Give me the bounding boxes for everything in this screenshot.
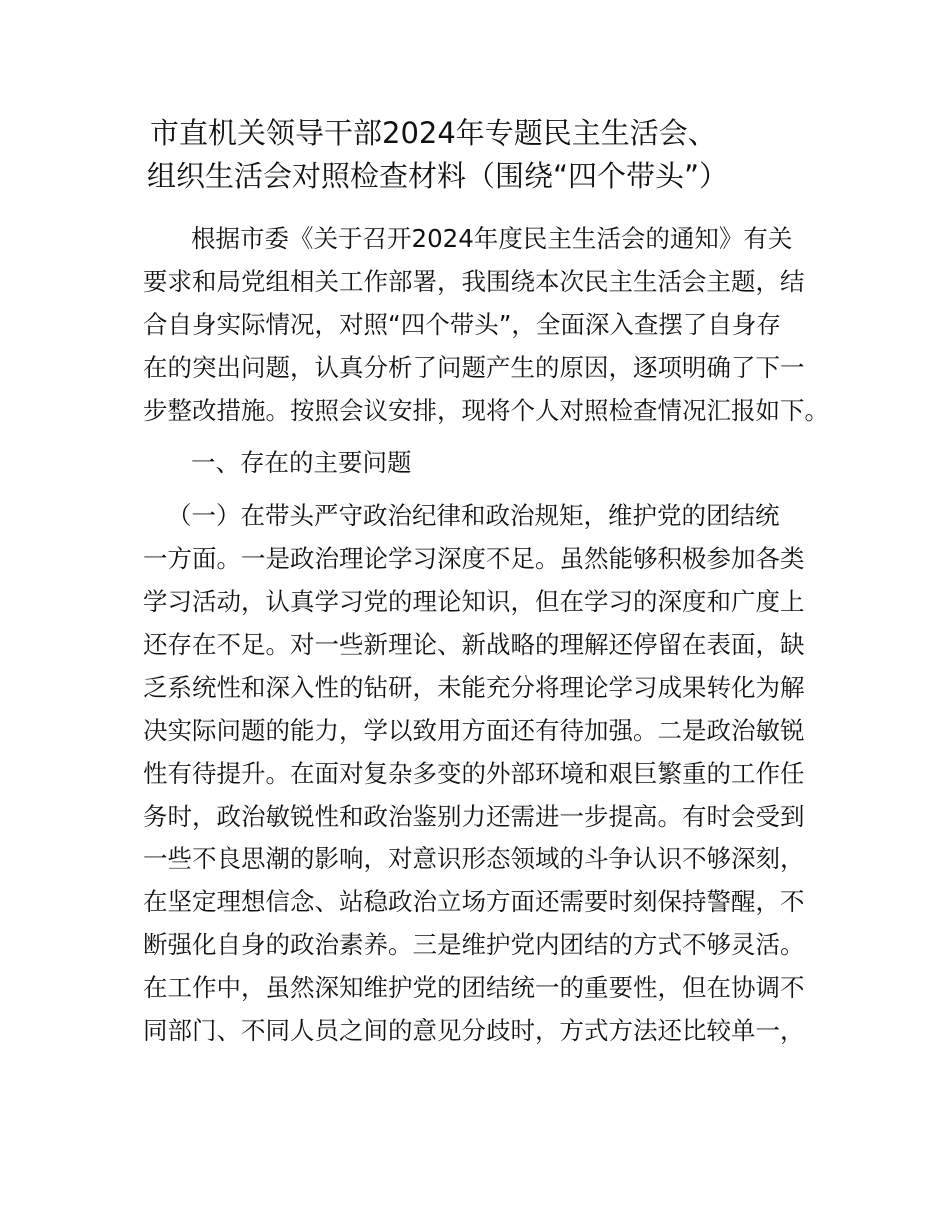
intro-paragraph (143, 218, 829, 432)
document-body (143, 218, 829, 1053)
paragraph-line: 要求和局党组相关工作部署，我围绕本次民主生活会主题，结 (143, 266, 805, 296)
paragraph-line: 性有待提升。在面对复杂多变的外部环境和艰巨繁重的工作任 (143, 758, 805, 788)
title-line: 市直机关领导干部2024年专题民主生活会、 (150, 116, 717, 150)
paragraph-line: 乏系统性和深入性的钻研，未能充分将理论学习成果转化为解 (143, 672, 805, 702)
paragraph-line: 学习活动，认真学习党的理论知识，但在学习的深度和广度上 (143, 587, 805, 617)
section-heading: 一、存在的主要问题 (191, 448, 412, 478)
document-title (147, 112, 729, 198)
paragraph-line: 断强化自身的政治素养。三是维护党内团结的方式不够灵活。 (143, 930, 805, 960)
paragraph-line: 根据市委《关于召开2024年度民主生活会的通知》有关 (191, 224, 793, 253)
paragraph-line: 还存在不足。对一些新理论、新战略的理解还停留在表面，缺 (143, 630, 805, 660)
paragraph-line: 决实际问题的能力，学以致用方面还有待加强。二是政治敏锐 (143, 715, 805, 745)
paragraph-line: 步整改措施。按照会议安排，现将个人对照检查情况汇报如下。 (143, 395, 829, 425)
paragraph-line: （一）在带头严守政治纪律和政治规矩，维护党的团结统 (167, 501, 780, 531)
paragraph-line: 在的突出问题，认真分析了问题产生的原因，逐项明确了下一 (143, 352, 805, 382)
paragraph-line: 一方面。一是政治理论学习深度不足。虽然能够积极参加各类 (143, 544, 805, 574)
paragraph-line: 在坚定理想信念、站稳政治立场方面还需要时刻保持警醒，不 (143, 887, 805, 917)
title-line: 组织生活会对照检查材料（围绕“四个带头”） (147, 158, 729, 193)
section-paragraph (143, 495, 829, 1053)
paragraph-line: 在工作中，虽然深知维护党的团结统一的重要性，但在协调不 (143, 973, 805, 1003)
paragraph-line: 一些不良思潮的影响，对意识形态领域的斗争认识不够深刻， (143, 844, 805, 874)
paragraph-line: 合自身实际情况，对照“四个带头”，全面深入查摆了自身存 (143, 309, 781, 339)
paragraph-line: 同部门、不同人员之间的意见分歧时，方式方法还比较单一， (143, 1016, 805, 1046)
paragraph-line: 务时，政治敏锐性和政治鉴别力还需进一步提高。有时会受到 (143, 801, 805, 831)
